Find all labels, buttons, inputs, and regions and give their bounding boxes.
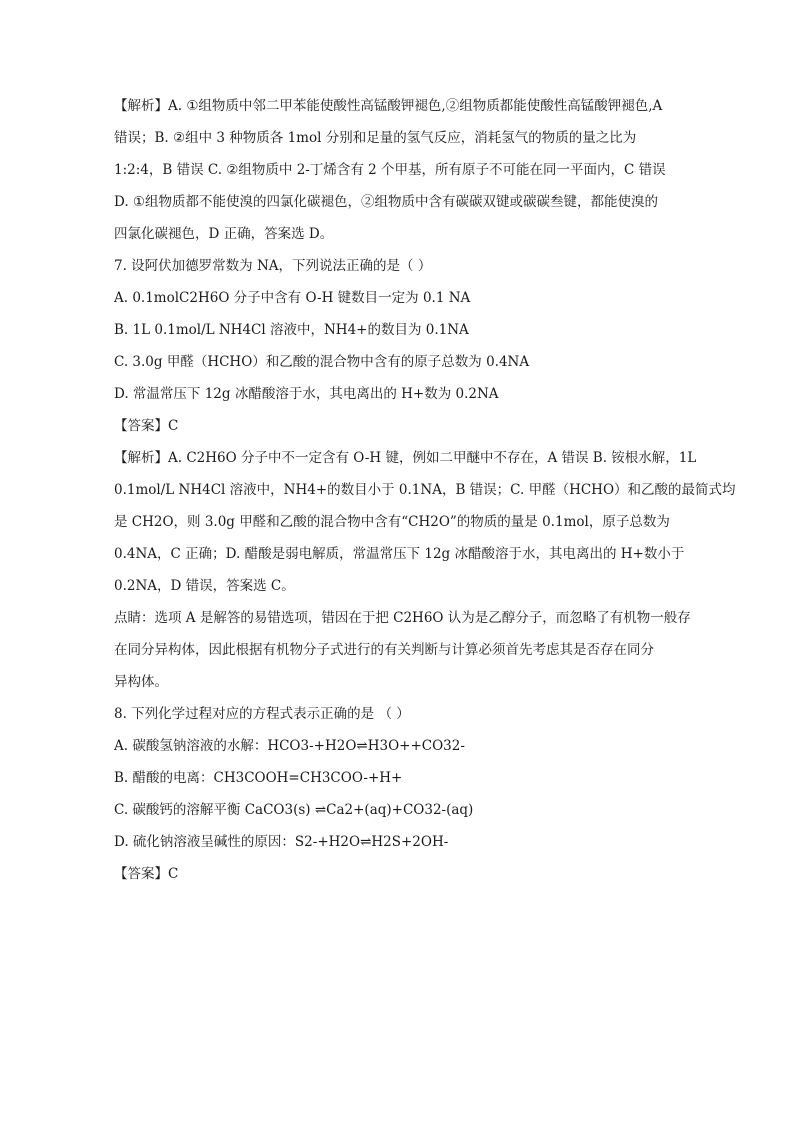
analysis-line: 0.1mol/L NH4Cl 溶液中，NH4+的数目小于 0.1NA，B 错误；C. 甲醛（HCHO）和乙酸的最简式均	[114, 482, 736, 498]
question-8-option-b: B. 醋酸的电离：CH3COOH=CH3COO-+H+	[114, 770, 403, 786]
analysis-line: 错误；B. ②组中 3 种物质各 1mol 分别和足量的氢气反应，消耗氢气的物质的量之比为	[114, 130, 637, 146]
answer-line: 【答案】C	[114, 418, 179, 434]
analysis-line: 四氯化碳褪色，D 正确，答案选 D。	[114, 226, 334, 242]
note-line: 点睛：选项 A 是解答的易错选项，错因在于把 C2H6O 认为是乙醇分子，而忽略了有机物一般存	[114, 610, 691, 626]
note-line: 异构体。	[114, 674, 168, 690]
question-7-option-b: B. 1L 0.1mol/L NH4Cl 溶液中，NH4+的数目为 0.1NA	[114, 322, 469, 338]
analysis-line: 0.4NA，C 正确；D. 醋酸是弱电解质，常温常压下 12g 冰醋酸溶于水，其电离出的 H+数小于	[114, 546, 685, 562]
question-8-stem: 8. 下列化学过程对应的方程式表示正确的是 （ ）	[114, 706, 410, 722]
question-7-stem: 7. 设阿伏加德罗常数为 NA，下列说法正确的是（ ）	[114, 258, 432, 274]
analysis-line: 【解析】A. C2H6O 分子中不一定含有 O-H 键，例如二甲醚中不存在，A 错误 B. 铵根水解，1L	[114, 450, 697, 466]
analysis-line: 是 CH2O，则 3.0g 甲醛和乙酸的混合物中含有“CH2O”的物质的量是 0.1mol，原子总数为	[114, 514, 670, 530]
answer-line: 【答案】C	[114, 866, 179, 882]
question-7-option-d: D. 常温常压下 12g 冰醋酸溶于水，其电离出的 H+数为 0.2NA	[114, 386, 499, 402]
question-7-option-c: C. 3.0g 甲醛（HCHO）和乙酸的混合物中含有的原子总数为 0.4NA	[114, 354, 530, 370]
question-8-option-d: D. 硫化钠溶液呈碱性的原因：S2-+H2O⇌H2S+2OH-	[114, 834, 449, 850]
question-8-option-c: C. 碳酸钙的溶解平衡 CaCO3(s) ⇌Ca2+(aq)+CO32-(aq)	[114, 802, 474, 818]
note-line: 在同分异构体，因此根据有机物分子式进行的有关判断与计算必须首先考虑其是否存在同分	[114, 642, 654, 658]
analysis-line: 【解析】A. ①组物质中邻二甲苯能使酸性高锰酸钾褪色,②组物质都能使酸性高锰酸钾褪色,A	[114, 98, 663, 114]
analysis-line: 0.2NA，D 错误，答案选 C。	[114, 578, 295, 594]
question-7-option-a: A. 0.1molC2H6O 分子中含有 O-H 键数目一定为 0.1 NA	[114, 290, 471, 306]
analysis-line: D. ①组物质都不能使溴的四氯化碳褪色，②组物质中含有碳碳双键或碳碳叁键，都能使溴的	[114, 194, 659, 210]
analysis-line: 1:2:4，B 错误 C. ②组物质中 2-丁烯含有 2 个甲基，所有原子不可能在同一平面内，C 错误	[114, 162, 666, 178]
question-8-option-a: A. 碳酸氢钠溶液的水解：HCO3-+H2O⇌H3O++CO32-	[114, 738, 465, 754]
